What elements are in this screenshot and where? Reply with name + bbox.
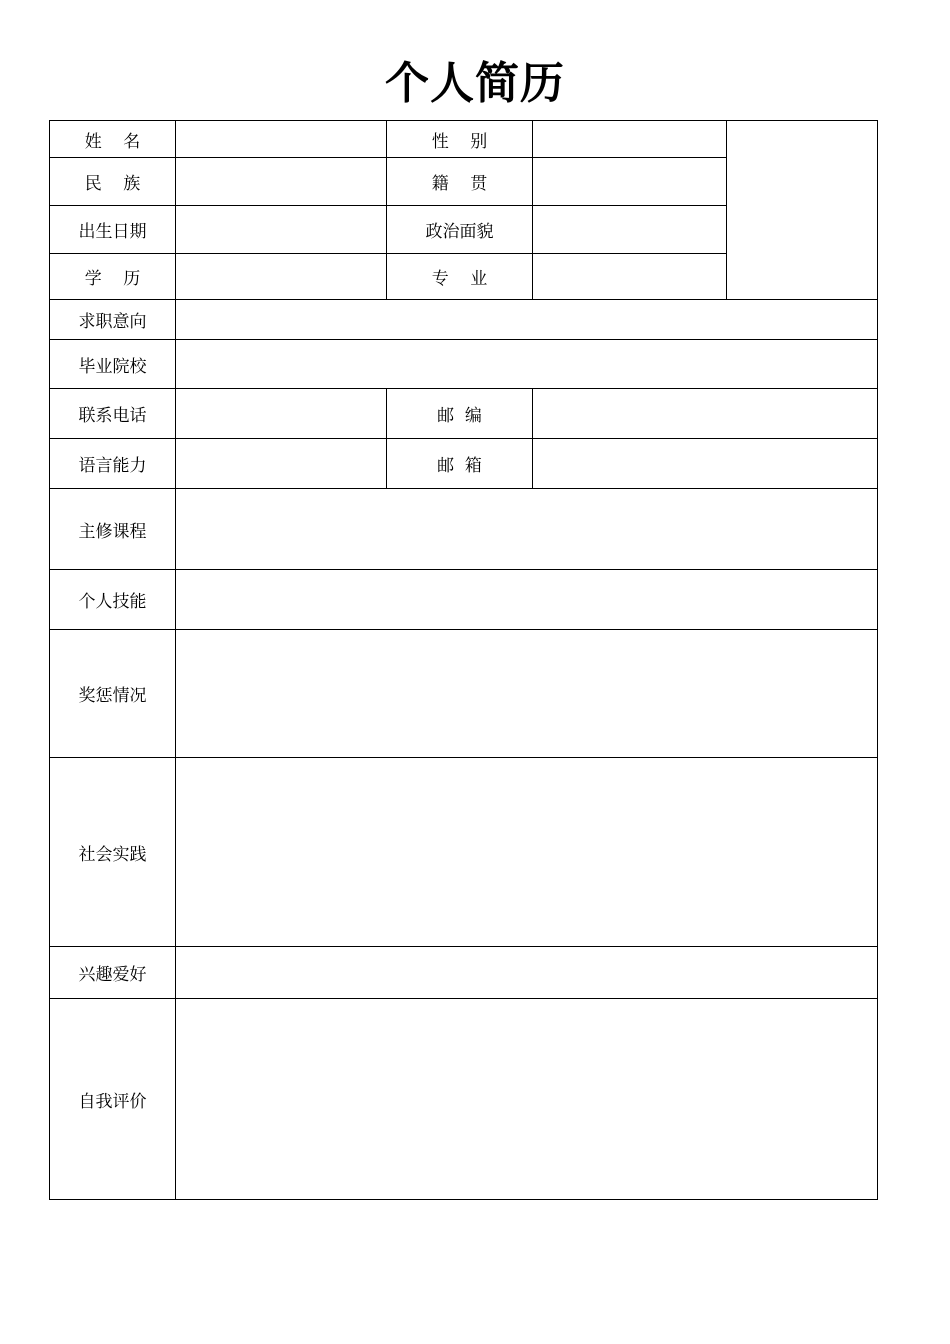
graduate-school-field[interactable] (176, 340, 878, 389)
skills-field[interactable] (176, 570, 878, 630)
native-place-field[interactable] (533, 158, 727, 206)
gender-field[interactable] (533, 121, 727, 158)
label-skills: 个人技能 (50, 570, 176, 630)
label-awards: 奖惩情况 (50, 630, 176, 758)
label-graduate-school: 毕业院校 (50, 340, 176, 389)
label-postal-code: 邮 编 (387, 389, 533, 439)
political-status-field[interactable] (533, 206, 727, 254)
postal-code-field[interactable] (533, 389, 878, 439)
job-objective-field[interactable] (176, 300, 878, 340)
self-evaluation-field[interactable] (176, 999, 878, 1200)
label-gender: 性 别 (387, 121, 533, 158)
label-email: 邮 箱 (387, 439, 533, 489)
label-birth-date: 出生日期 (50, 206, 176, 254)
resume-table (49, 120, 878, 1200)
social-practice-field[interactable] (176, 758, 878, 947)
label-political-status: 政治面貌 (387, 206, 533, 254)
label-name: 姓 名 (50, 121, 176, 158)
hobbies-field[interactable] (176, 947, 878, 999)
label-education: 学 历 (50, 254, 176, 300)
label-phone: 联系电话 (50, 389, 176, 439)
label-job-objective: 求职意向 (50, 300, 176, 340)
label-main-courses: 主修课程 (50, 489, 176, 570)
page-title: 个人简历 (385, 58, 565, 109)
email-field[interactable] (533, 439, 878, 489)
label-ethnicity: 民 族 (50, 158, 176, 206)
ethnicity-field[interactable] (176, 158, 387, 206)
label-social-practice: 社会实践 (50, 758, 176, 947)
education-field[interactable] (176, 254, 387, 300)
label-major: 专 业 (387, 254, 533, 300)
label-hobbies: 兴趣爱好 (50, 947, 176, 999)
awards-field[interactable] (176, 630, 878, 758)
label-self-evaluation: 自我评价 (50, 999, 176, 1200)
language-field[interactable] (176, 439, 387, 489)
name-field[interactable] (176, 121, 387, 158)
phone-field[interactable] (176, 389, 387, 439)
label-native-place: 籍 贯 (387, 158, 533, 206)
label-language: 语言能力 (50, 439, 176, 489)
major-field[interactable] (533, 254, 727, 300)
birth-date-field[interactable] (176, 206, 387, 254)
main-courses-field[interactable] (176, 489, 878, 570)
photo-box[interactable] (727, 121, 878, 300)
